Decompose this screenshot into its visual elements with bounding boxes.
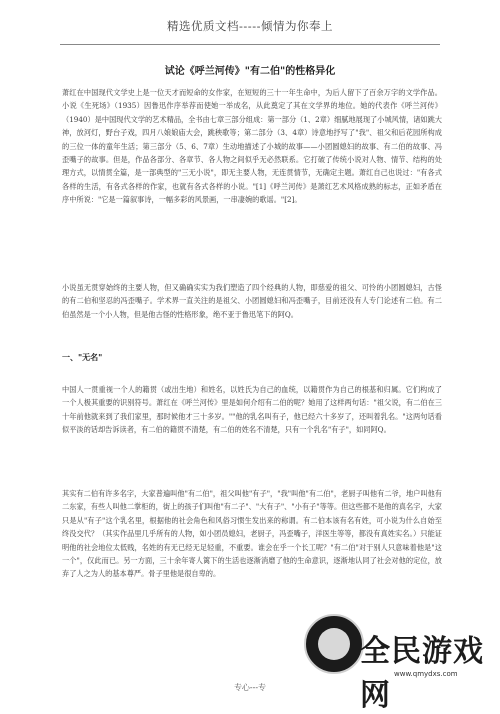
article-title: 试论《呼兰河传》"有二伯"的性格异化 — [164, 66, 336, 77]
header-divider — [60, 44, 440, 45]
watermark-brand: 全民游戏网 — [360, 634, 484, 713]
paragraph-many-names: 其实有二伯有许多名字，大家普遍叫他"有二伯"，祖父叫他"有子"，"我"叫他"有二伯"，老厨子叫他有二爷，地户叫他有二东家，有些人叫他二掌柜的，街上的孩子们叫他"有二子"、"大有子"、"小有子"等等。但这些都不是他的真名字，大家只是从"有子"这个乳名里，根据他的社会角色和风俗习惯生发出来的称谓。有二伯本该有名有姓，可小说为什么自始至终没交代？（其实作品里几乎所有的人物，如小团员媳妇，老厨子，冯歪嘴子，洋医生等等，都没有真姓实名。）只能证明他的社会地位太低贱，名姓的有无已经无足轻重，不重要。谁会在乎一个长工呢？"有二伯"对于别人只意味着他是"这一个"，仅此而已。另一方面，三十余年寄人篱下的生活也逐渐消磨了他的生命意识，逐渐地认同了社会对他的定位，放弃了人之为人的基本尊严。骨子里他是很自卑的。 — [62, 489, 442, 579]
paragraph-name-origin: 中国人一贯重视一个人的籍贯（或出生地）和姓名，以姓氏为自己的血统，以籍贯作为自己的根基和归属。它们构成了一个人极其重要的识别符号。萧红在《呼兰河传》里是如何介绍有二伯的呢？她用了这样两句话："祖父说，有二伯在三十年前他就来到了我们家里，那时候他才三十多岁。""他的乳名叫有子，他已经六十多岁了，还叫着乳名。"这两句话看似平淡的话却告诉读者，有二伯的籍贯不清楚，有二伯的姓名不清楚，只有一个乳名"有子"，如同阿Q。 — [62, 385, 442, 435]
paragraph-intro: 萧红在中国现代文学史上是一位天才而短命的女作家，在短短的三十一年生命中，为后人留下了百余万字的文学作品。小说《生死场》（1935）因鲁迅作序举荐而使她一举成名，从此奠定了其在文学界的地位。她的代表作《呼兰河传》（1940）是中国现代文学的艺术精品，全书由七章三部分组成：第一部分（1、2章）细腻地展现了小城风情，诸如跳大神，放河灯，野台子戏，四月八娘娘庙大会，跳秧歌等；第二部分（3、4章）诗意地抒写了"我"、祖父和后花园所构成的三位一体的童年生活；第三部分（5、6、7章）生动地描述了小城的故事——小团圆媳妇的故事、有二伯的故事、冯歪嘴子的故事。但是，作品各部分、各章节、各人物之间似乎无必然联系。它打破了传统小说对人物、情节、结构的处理方式，以情贯全篇，是一部典型的"三无小说"，即无主要人物，无连贯情节，无确定主题。萧红自己也说过："有各式各样的生活，有各式各样的作家，也就有各式各样的小说。"[1]《呼兰河传》是萧红艺术风格成熟的标志，正如矛盾在序中所说："它是一篇叙事诗，一幅多彩的风景画，一串凄婉的歌谣。"[2]。 — [62, 88, 442, 205]
site-watermark — [302, 612, 492, 713]
watermark-logo-icon — [304, 614, 364, 674]
page-header: 精选优质文档-----倾情为你奉上 — [167, 19, 333, 33]
page-footer: 专心---专 — [233, 683, 267, 692]
section-heading: 一、"无名" — [62, 352, 103, 362]
paragraph-characters: 小说虽无贯穿始终的主要人物，但又确确实实为我们塑造了四个经典的人物，即慈爱的祖父、可怜的小团圆媳妇，古怪的有二伯和坚忍的冯歪嘴子。学术界一直关注的是祖父、小团圆媳妇和冯歪嘴子，目前还没有人专门论述有二伯。有二伯虽然是一个小人物，但是他古怪的性格形象，绝不亚于鲁迅笔下的阿Q。 — [62, 283, 442, 319]
watermark-url: www.qmydxs.com — [394, 670, 458, 678]
